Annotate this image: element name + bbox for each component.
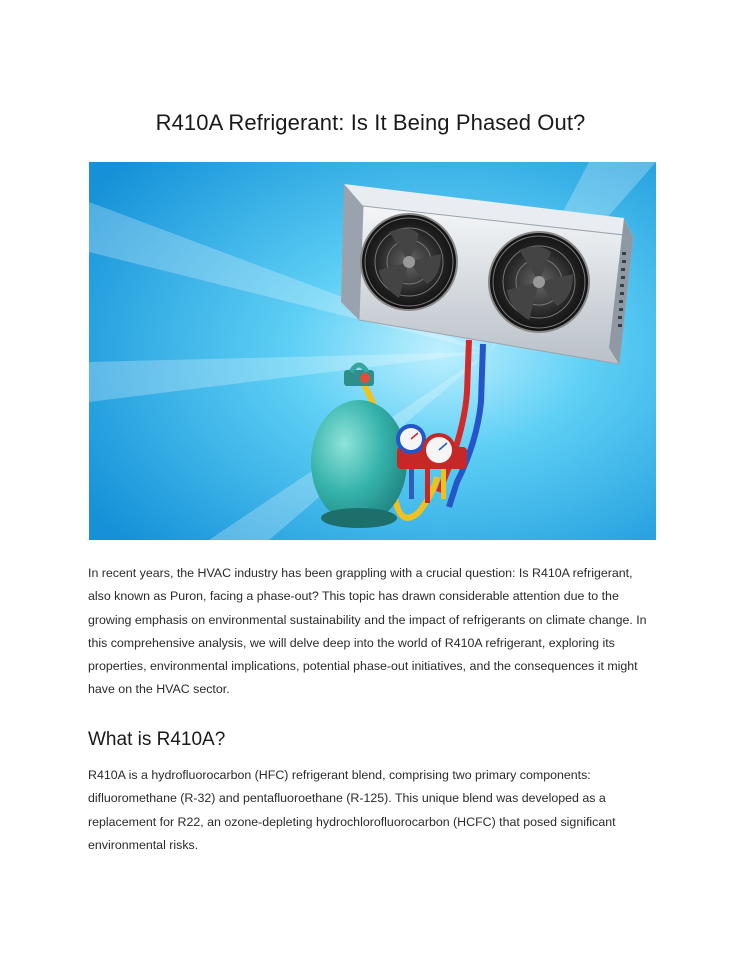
- section-heading: What is R410A?: [88, 729, 226, 750]
- hero-image: [89, 162, 656, 540]
- fan-left-icon: [361, 214, 457, 310]
- section-paragraph: R410A is a hydrofluorocarbon (HFC) refrigerant blend, comprising two primary components: difluoromethane (R-32) and pentafluoroethane (R-125). This unique blend was developed as a replacement for R22, an ozone-depleting hydrochlorofluorocarbon (HCFC) that posed significant environmental risks.: [88, 768, 616, 852]
- hvac-illustration-icon: [89, 162, 656, 540]
- fan-right-icon: [489, 232, 589, 332]
- article-title: R410A Refrigerant: Is It Being Phased Out?: [155, 110, 586, 135]
- intro-paragraph: In recent years, the HVAC industry has been grappling with a crucial question: Is R410A refrigerant, also known as Puron, facing a phase-out? This topic has drawn considerable attention due to the growing emphasis on environmental sustainability and the impact of refrigerants on climate change. In this comprehensive analysis, we will delve deep into the world of R410A refrigerant, exploring its properties, environmental implications, potential phase-out initiatives, and the consequences it might have on the HVAC sector.: [88, 566, 647, 697]
